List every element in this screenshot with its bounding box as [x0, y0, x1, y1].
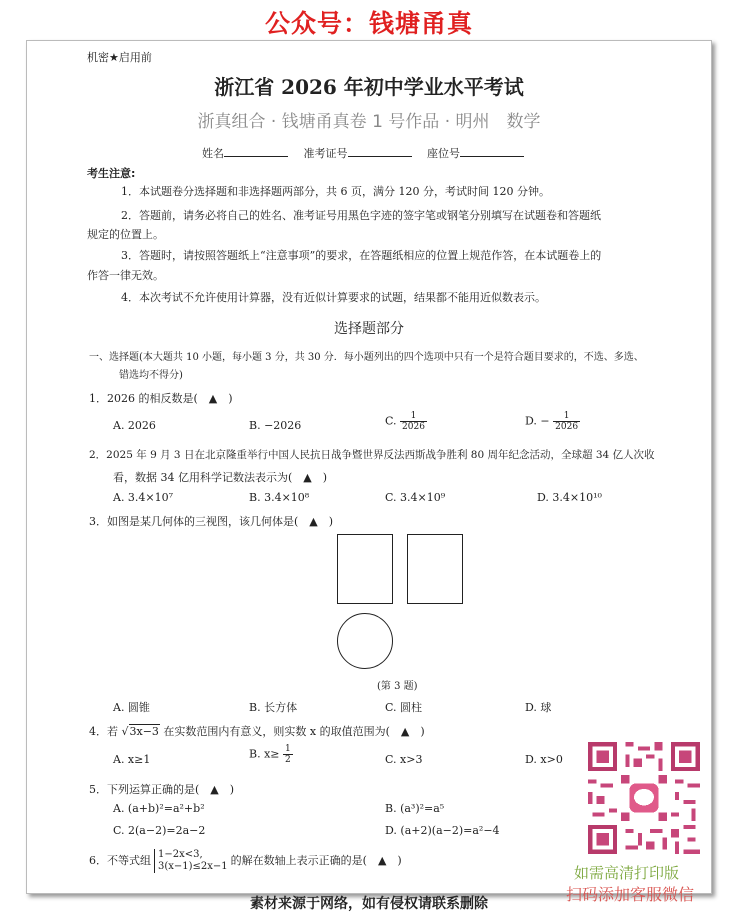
promo-line-2: 扫码添加客服微信 — [566, 885, 695, 904]
q1-c-prefix: C. — [385, 414, 397, 428]
q1-c-den: 2026 — [402, 422, 425, 432]
section-title: 选择题部分 — [334, 321, 404, 337]
q4-stem-pre: 4．若 — [89, 725, 122, 738]
note-3a: 3．答题时，请按照答题纸上“注意事项”的要求，在答题纸相应的位置上规范作答，在本试题卷上的 — [121, 249, 602, 262]
q1-d-num: 1 — [553, 411, 580, 422]
q2-stem-cont: 看，数据 34 亿用科学记数法表示为( ▲ ) — [113, 471, 328, 484]
note-4: 4．本次考试不允许使用计算器，没有近似计算要求的试题，结果都不能用近似数表示。 — [121, 291, 546, 304]
part1-instructions: 一、选择题(本大题共 10 小题，每小题 3 分，共 30 分．每小题列出的四个选项中只有一个是符合题目要求的，不选、多选、 — [89, 352, 644, 363]
q1-stem: 1．2026 的相反数是( ▲ ) — [89, 392, 233, 405]
q4-option-d: D. x>0 — [525, 753, 563, 766]
q4-option-a: A. x≥1 — [113, 753, 151, 766]
exam-no-label: 准考证号 — [303, 147, 348, 160]
q1-option-b: B. −2026 — [249, 419, 302, 432]
notes-heading: 考生注意: — [87, 167, 136, 180]
wechat-qr-code — [584, 738, 704, 858]
note-2b: 规定的位置上。 — [87, 228, 164, 241]
q3-option-c: C. 圆柱 — [385, 701, 423, 714]
q3-option-d: D. 球 — [525, 701, 552, 714]
name-blank — [224, 146, 288, 157]
q1-d-prefix: D. − — [525, 414, 550, 428]
q1-option-d — [525, 411, 580, 432]
note-3b: 作答一律无效。 — [87, 269, 164, 282]
exam-no-blank — [348, 146, 412, 157]
part1-instructions-cont: 错选均不得分) — [119, 370, 183, 381]
top-view-circle — [337, 613, 393, 669]
exam-subtitle: 浙真组合 · 钱塘甬真卷 1 号作品 · 明州 数学 — [197, 112, 541, 132]
promo-line-1: 如需高清打印版 — [574, 864, 680, 882]
q5-option-d: D. (a+2)(a−2)=a²−4 — [385, 824, 500, 837]
footer-disclaimer: 素材来源于网络，如有侵权请联系删除 — [250, 896, 488, 912]
q1-c-num: 1 — [400, 411, 427, 422]
q1-d-fraction — [553, 411, 580, 432]
q4-b-fraction — [283, 744, 293, 765]
q2-option-a: A. 3.4×10⁷ — [113, 491, 174, 504]
q4-stem-post: 在实数范围内有意义，则实数 x 的取值范围为( ▲ ) — [159, 725, 425, 738]
q1-c-fraction — [400, 411, 427, 432]
q3-stem: 3．如图是某几何体的三视图，该几何体是( ▲ ) — [89, 515, 334, 528]
q3-option-a: A. 圆锥 — [113, 701, 150, 714]
q4-b-num: 1 — [285, 744, 291, 754]
account-banner: 公众号：钱塘甬真 — [264, 9, 473, 38]
front-view-rectangle — [337, 534, 393, 604]
q2-stem: 2．2025 年 9 月 3 日在北京隆重举行中国人民抗日战争暨世界反法西斯战争胜利 80 周年纪念活动，全球超 34 亿人次收 — [89, 449, 655, 461]
side-view-rectangle — [407, 534, 463, 604]
q6-stem — [89, 849, 402, 873]
q6-stem-post: 的解在数轴上表示正确的是( ▲ ) — [230, 854, 402, 867]
candidate-fields — [27, 145, 711, 161]
note-1: 1．本试题卷分选择题和非选择题两部分，共 6 页，满分 120 分，考试时间 120 分钟。 — [121, 185, 550, 198]
q6-stem-pre: 6．不等式组 — [89, 854, 151, 867]
exam-title: 浙江省 2026 年初中学业水平考试 — [214, 75, 524, 99]
confidential-label: 机密★启用前 — [87, 51, 152, 64]
q4-radicand: 3x−3 — [129, 725, 159, 738]
q6-system — [154, 849, 228, 873]
q3-option-b: B. 长方体 — [249, 701, 298, 714]
qr-pattern — [584, 738, 704, 858]
q6-ineq-2: 3(x−1)≤2x−1 — [158, 861, 228, 872]
q3-caption: (第 3 题) — [377, 681, 418, 692]
q4-stem: 4．若 √3x−3 在实数范围内有意义，则实数 x 的取值范围为( ▲ ) — [89, 725, 425, 738]
q4-b-den: 2 — [285, 755, 291, 765]
q5-option-a: A. (a+b)²=a²+b² — [113, 802, 205, 815]
q6-ineq-1: 1−2x<3, — [158, 849, 203, 860]
q5-option-c: C. 2(a−2)=2a−2 — [113, 824, 206, 837]
q2-option-d: D. 3.4×10¹⁰ — [537, 491, 602, 504]
q1-option-a: A. 2026 — [113, 419, 156, 432]
seat-label: 座位号 — [427, 147, 460, 160]
q4-b-prefix: B. x≥ — [249, 747, 280, 761]
q5-option-b: B. (a³)²=a⁵ — [385, 802, 445, 815]
q5-stem: 5．下列运算正确的是( ▲ ) — [89, 783, 235, 796]
q2-option-b: B. 3.4×10⁸ — [249, 491, 310, 504]
note-2a: 2．答题前，请务必将自己的姓名、准考证号用黑色字迹的签字笔或钢笔分别填写在试题卷和答题纸 — [121, 209, 601, 222]
q4-option-b — [249, 744, 293, 765]
q1-d-den: 2026 — [555, 422, 579, 432]
q2-option-c: C. 3.4×10⁹ — [385, 491, 446, 504]
name-label: 姓名 — [202, 147, 224, 160]
q4-option-c: C. x>3 — [385, 753, 423, 766]
seat-blank — [460, 146, 524, 157]
q1-option-c — [385, 411, 427, 432]
